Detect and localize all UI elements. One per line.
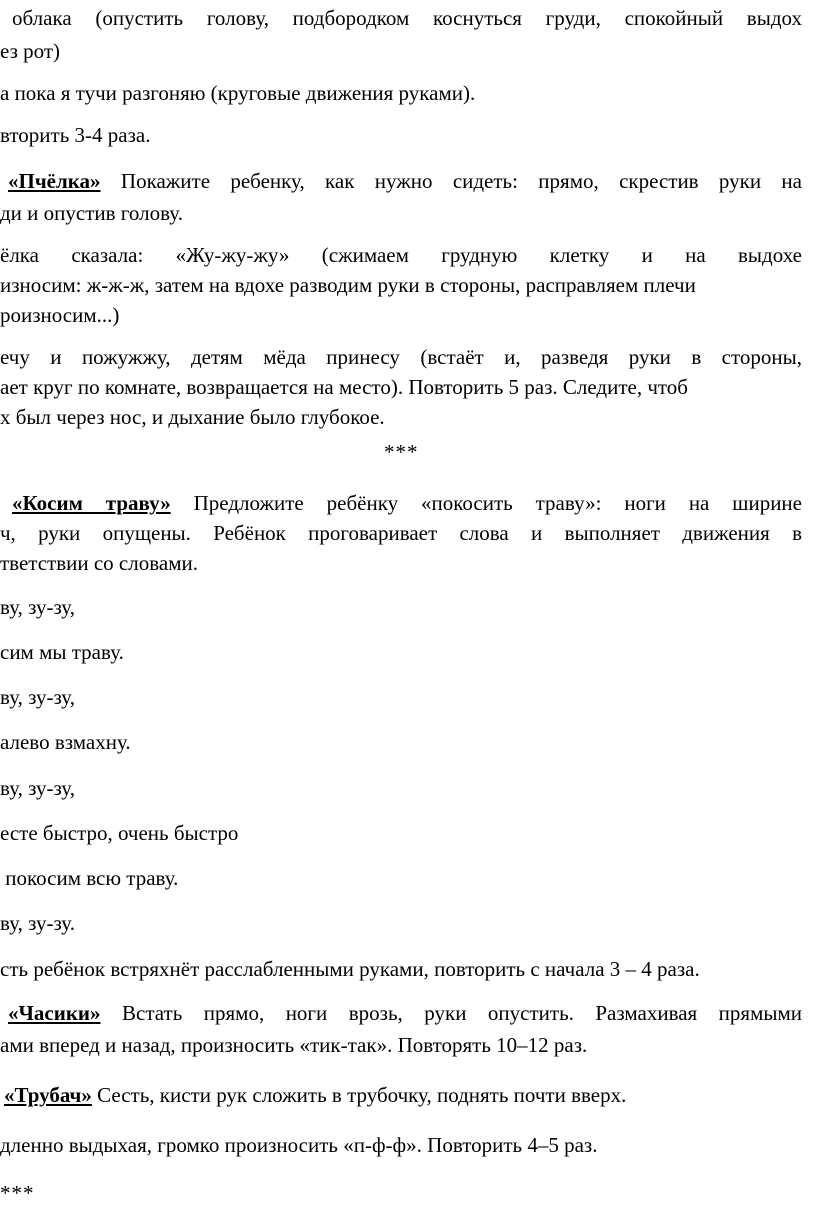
paragraph-line: ечу и пожужжу, детям мёда принесу (встаёт и, разведя руки в стороны,	[0, 345, 802, 369]
poem-line: ву, зу-зу,	[0, 685, 75, 709]
poem-line: покосим всю траву.	[0, 866, 179, 890]
poem-line: есте быстро, очень быстро	[0, 821, 239, 845]
paragraph-line: вторить 3-4 раза.	[0, 123, 151, 147]
paragraph-line: ами вперед и назад, произносить «тик-так». Повторять 10–12 раз.	[0, 1033, 588, 1057]
poem-line: ву, зу-зу,	[0, 776, 75, 800]
paragraph-line: а пока я тучи разгоняю (круговые движения руками).	[0, 81, 476, 105]
exercise-grass-line	[12, 488, 802, 519]
paragraph-line: ез рот)	[0, 39, 61, 63]
paragraph-line: сть ребёнок встряхнёт расслабленными руками, повторить с начала 3 – 4 раза.	[0, 957, 700, 981]
section-divider: ***	[0, 1181, 35, 1205]
paragraph-line: ч, руки опущены. Ребёнок проговаривает слова и выполняет движения в	[0, 521, 802, 545]
poem-line: ву, зу-зу,	[0, 595, 75, 619]
exercise-clock-line	[8, 998, 802, 1029]
exercise-bee-line	[8, 166, 802, 197]
exercise-title-grass: «Косим траву»	[12, 491, 171, 515]
paragraph-line: тветствии со словами.	[0, 551, 198, 575]
exercise-text: Сесть, кисти рук сложить в трубочку, поднять почти вверх.	[91, 1083, 627, 1107]
paragraph-line: роизносим...)	[0, 303, 120, 327]
paragraph-line: х был через нос, и дыхание было глубокое.	[0, 405, 385, 429]
exercise-title-trumpet: «Трубач»	[4, 1083, 92, 1107]
exercise-text: Покажите ребенку, как нужно сидеть: прямо, скрестив руки на	[100, 169, 802, 193]
poem-line: ву, зу-зу.	[0, 911, 75, 935]
paragraph-line: износим: ж-ж-ж, затем на вдохе разводим руки в стороны, расправляем плечи	[0, 273, 696, 297]
paragraph-line: ёлка сказала: «Жу-жу-жу» (сжимаем грудную клетку и на выдохе	[0, 243, 802, 267]
exercise-text: Предложите ребёнку «покосить траву»: ноги на ширине	[170, 491, 802, 515]
paragraph-line: ди и опустив голову.	[0, 201, 183, 225]
exercise-title-clock: «Часики»	[8, 1001, 101, 1025]
paragraph-line: ает круг по комнате, возвращается на место). Повторить 5 раз. Следите, чтоб	[0, 375, 688, 399]
section-divider: ***	[384, 440, 419, 464]
paragraph-line: дленно выдыхая, громко произносить «п-ф-ф». Повторить 4–5 раз.	[0, 1133, 598, 1157]
poem-line: алево взмахну.	[0, 730, 131, 754]
exercise-text: Встать прямо, ноги врозь, руки опустить. Размахивая прямыми	[100, 1001, 802, 1025]
poem-line: сим мы траву.	[0, 640, 124, 664]
exercise-trumpet-line	[4, 1080, 626, 1111]
paragraph-line: облака (опустить голову, подбородком коснуться груди, спокойный выдох	[12, 6, 802, 30]
exercise-title-bee: «Пчёлка»	[8, 169, 101, 193]
